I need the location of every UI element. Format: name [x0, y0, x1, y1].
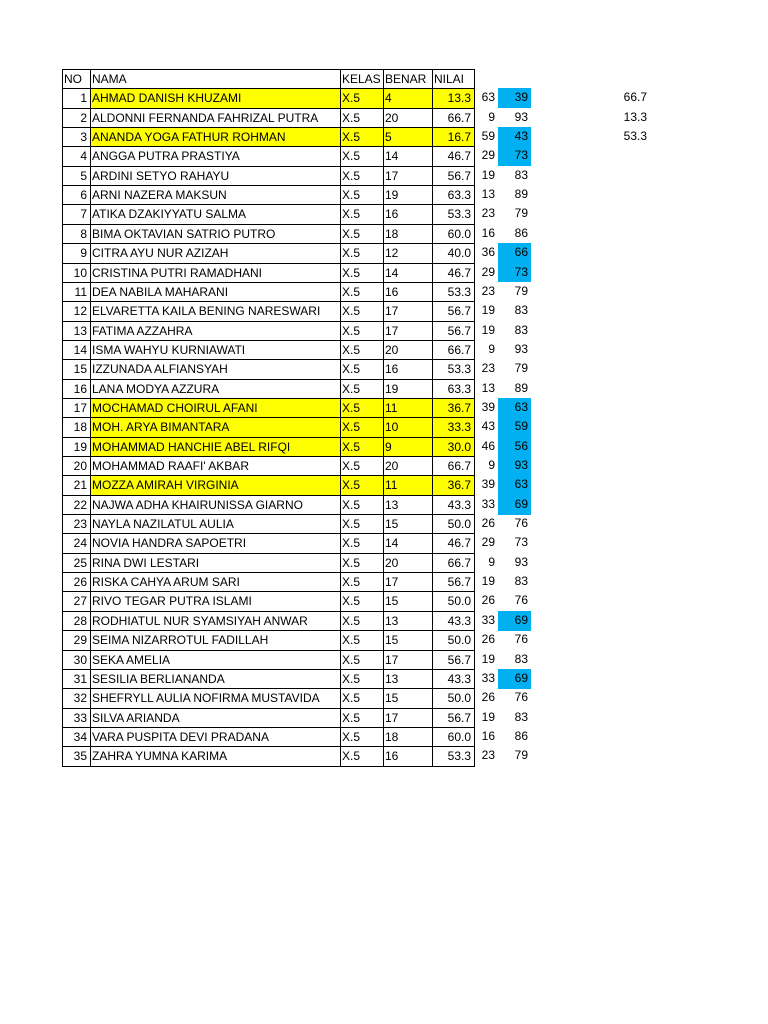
cell-kelas[interactable]: X.5	[340, 746, 383, 766]
cell-a[interactable]: 23	[481, 283, 495, 298]
cell-benar[interactable]: 15	[383, 688, 432, 708]
cell-benar[interactable]: 13	[383, 669, 432, 689]
cell-benar[interactable]: 17	[383, 166, 432, 186]
cell-no[interactable]: 10	[62, 263, 90, 283]
cell-kelas[interactable]: X.5	[340, 514, 383, 534]
cell-a[interactable]: 19	[481, 651, 495, 666]
cell-no[interactable]: 19	[62, 437, 90, 457]
cell-no[interactable]: 2	[62, 108, 90, 128]
cell-benar[interactable]: 20	[383, 108, 432, 128]
cell-a[interactable]: 26	[481, 516, 495, 531]
cell-a[interactable]: 43	[481, 419, 495, 434]
cell-a[interactable]: 19	[481, 709, 495, 724]
cell-b[interactable]: 59	[498, 417, 531, 437]
cell-a[interactable]: 33	[481, 670, 495, 685]
cell-kelas[interactable]: X.5	[340, 475, 383, 495]
cell-benar[interactable]: 17	[383, 572, 432, 592]
cell-b[interactable]: 83	[514, 574, 528, 589]
cell-nama[interactable]: RIVO TEGAR PUTRA ISLAMI	[90, 591, 340, 611]
cell-a[interactable]: 36	[481, 245, 495, 260]
cell-nilai[interactable]: 16.7	[432, 127, 474, 147]
cell-nama[interactable]: SILVA ARIANDA	[90, 708, 340, 728]
cell-a[interactable]: 9	[488, 554, 495, 569]
cell-a[interactable]: 39	[481, 477, 495, 492]
cell-benar[interactable]: 16	[383, 746, 432, 766]
cell-benar[interactable]: 14	[383, 146, 432, 166]
cell-benar[interactable]: 4	[383, 88, 432, 108]
cell-benar[interactable]: 20	[383, 340, 432, 360]
cell-nama[interactable]: MOCHAMAD CHOIRUL AFANI	[90, 398, 340, 418]
cell-nama[interactable]: CRISTINA PUTRI RAMADHANI	[90, 263, 340, 283]
cell-benar[interactable]: 19	[383, 185, 432, 205]
cell-nilai[interactable]: 50.0	[432, 630, 474, 650]
cell-kelas[interactable]: X.5	[340, 591, 383, 611]
cell-nilai[interactable]: 43.3	[432, 669, 474, 689]
cell-kelas[interactable]: X.5	[340, 572, 383, 592]
cell-nama[interactable]: IZZUNADA ALFIANSYAH	[90, 359, 340, 379]
cell-benar[interactable]: 11	[383, 398, 432, 418]
cell-no[interactable]: 30	[62, 650, 90, 670]
cell-kelas[interactable]: X.5	[340, 301, 383, 321]
cell-kelas[interactable]: X.5	[340, 398, 383, 418]
cell-kelas[interactable]: X.5	[340, 669, 383, 689]
cell-benar[interactable]: 9	[383, 437, 432, 457]
cell-nilai[interactable]: 50.0	[432, 688, 474, 708]
cell-no[interactable]: 31	[62, 669, 90, 689]
cell-nilai[interactable]: 53.3	[432, 282, 474, 302]
cell-nama[interactable]: RODHIATUL NUR SYAMSIYAH ANWAR	[90, 611, 340, 631]
header-benar[interactable]: BENAR	[383, 69, 432, 89]
cell-no[interactable]: 23	[62, 514, 90, 534]
cell-benar[interactable]: 16	[383, 204, 432, 224]
cell-b[interactable]: 86	[514, 728, 528, 743]
cell-benar[interactable]: 12	[383, 243, 432, 263]
cell-b[interactable]: 76	[514, 690, 528, 705]
cell-benar[interactable]: 18	[383, 727, 432, 747]
cell-b[interactable]: 63	[498, 475, 531, 495]
cell-kelas[interactable]: X.5	[340, 650, 383, 670]
cell-a[interactable]: 33	[481, 612, 495, 627]
cell-nama[interactable]: BIMA OKTAVIAN SATRIO PUTRO	[90, 224, 340, 244]
cell-nilai[interactable]: 60.0	[432, 727, 474, 747]
cell-nilai[interactable]: 53.3	[432, 359, 474, 379]
cell-kelas[interactable]: X.5	[340, 185, 383, 205]
cell-kelas[interactable]: X.5	[340, 340, 383, 360]
cell-b[interactable]: 83	[514, 322, 528, 337]
cell-no[interactable]: 17	[62, 398, 90, 418]
cell-a[interactable]: 26	[481, 690, 495, 705]
table-bottom-border	[62, 766, 475, 767]
cell-no[interactable]: 33	[62, 708, 90, 728]
cell-nilai[interactable]: 43.3	[432, 611, 474, 631]
cell-nilai[interactable]: 46.7	[432, 533, 474, 553]
cell-kelas[interactable]: X.5	[340, 379, 383, 399]
cell-kelas[interactable]: X.5	[340, 224, 383, 244]
cell-no[interactable]: 13	[62, 321, 90, 341]
cell-b[interactable]: 73	[514, 535, 528, 550]
cell-benar[interactable]: 13	[383, 495, 432, 515]
cell-no[interactable]: 35	[62, 746, 90, 766]
cell-kelas[interactable]: X.5	[340, 359, 383, 379]
cell-b[interactable]: 86	[514, 225, 528, 240]
cell-nilai[interactable]: 50.0	[432, 514, 474, 534]
cell-nama[interactable]: NAYLA NAZILATUL AULIA	[90, 514, 340, 534]
cell-nama[interactable]: MOHAMMAD HANCHIE ABEL RIFQI	[90, 437, 340, 457]
cell-b[interactable]: 83	[514, 651, 528, 666]
cell-nilai[interactable]: 66.7	[432, 553, 474, 573]
cell-a[interactable]: 9	[488, 109, 495, 124]
cell-no[interactable]: 21	[62, 475, 90, 495]
cell-no[interactable]: 32	[62, 688, 90, 708]
cell-a[interactable]: 19	[481, 167, 495, 182]
cell-b[interactable]: 69	[498, 669, 531, 689]
cell-b[interactable]: 83	[514, 167, 528, 182]
cell-kelas[interactable]: X.5	[340, 417, 383, 437]
cell-nilai[interactable]: 13.3	[432, 88, 474, 108]
cell-b[interactable]: 56	[498, 437, 531, 457]
cell-b[interactable]: 93	[498, 456, 531, 476]
cell-benar[interactable]: 17	[383, 650, 432, 670]
cell-nama[interactable]: ISMA WAHYU KURNIAWATI	[90, 340, 340, 360]
cell-kelas[interactable]: X.5	[340, 282, 383, 302]
cell-b[interactable]: 69	[498, 611, 531, 631]
cell-b[interactable]: 79	[514, 283, 528, 298]
header-no[interactable]: NO	[62, 69, 90, 89]
cell-kelas[interactable]: X.5	[340, 437, 383, 457]
cell-nama[interactable]: VARA PUSPITA DEVI PRADANA	[90, 727, 340, 747]
cell-benar[interactable]: 13	[383, 611, 432, 631]
cell-benar[interactable]: 14	[383, 533, 432, 553]
cell-nama[interactable]: ELVARETTA KAILA BENING NARESWARI	[90, 301, 340, 321]
cell-nama[interactable]: ANANDA YOGA FATHUR ROHMAN	[90, 127, 340, 147]
cell-a[interactable]: 9	[488, 458, 495, 472]
cell-b[interactable]: 79	[514, 748, 528, 763]
cell-nilai[interactable]: 63.3	[432, 185, 474, 205]
cell-benar[interactable]: 5	[383, 127, 432, 147]
cell-nama[interactable]: FATIMA AZZAHRA	[90, 321, 340, 341]
cell-nama[interactable]: ARDINI SETYO RAHAYU	[90, 166, 340, 186]
cell-kelas[interactable]: X.5	[340, 108, 383, 128]
table-right-border	[474, 69, 475, 766]
cell-no[interactable]: 1	[62, 88, 90, 108]
cell-no[interactable]: 7	[62, 204, 90, 224]
header-kelas[interactable]: KELAS	[340, 69, 383, 89]
cell-nilai[interactable]: 56.7	[432, 166, 474, 186]
cell-nilai[interactable]: 56.7	[432, 301, 474, 321]
cell-no[interactable]: 8	[62, 224, 90, 244]
cell-kelas[interactable]: X.5	[340, 204, 383, 224]
cell-a[interactable]: 16	[481, 728, 495, 743]
cell-nama[interactable]: ATIKA DZAKIYYATU SALMA	[90, 204, 340, 224]
cell-no[interactable]: 14	[62, 340, 90, 360]
cell-nilai[interactable]: 66.7	[432, 456, 474, 476]
cell-kelas[interactable]: X.5	[340, 456, 383, 476]
cell-no[interactable]: 6	[62, 185, 90, 205]
cell-a[interactable]: 13	[481, 187, 495, 202]
cell-b[interactable]: 93	[514, 554, 528, 569]
cell-a[interactable]: 19	[481, 303, 495, 318]
cell-no[interactable]: 15	[62, 359, 90, 379]
cell-nilai[interactable]: 56.7	[432, 321, 474, 341]
cell-a[interactable]: 9	[488, 341, 495, 356]
cell-no[interactable]: 27	[62, 591, 90, 611]
cell-no[interactable]: 24	[62, 533, 90, 553]
cell-b[interactable]: 83	[514, 303, 528, 318]
cell-no[interactable]: 12	[62, 301, 90, 321]
cell-nilai[interactable]: 36.7	[432, 398, 474, 418]
cell-nilai[interactable]: 46.7	[432, 146, 474, 166]
cell-kelas[interactable]: X.5	[340, 727, 383, 747]
cell-benar[interactable]: 16	[383, 282, 432, 302]
cell-nilai[interactable]: 40.0	[432, 243, 474, 263]
cell-b[interactable]: 63	[498, 398, 531, 418]
cell-a[interactable]: 16	[481, 225, 495, 240]
cell-b[interactable]: 93	[514, 109, 528, 124]
cell-kelas[interactable]: X.5	[340, 146, 383, 166]
cell-nama[interactable]: ARNI NAZERA MAKSUN	[90, 185, 340, 205]
cell-b[interactable]: 43	[498, 127, 531, 147]
header-nilai[interactable]: NILAI	[432, 69, 474, 89]
cell-nilai[interactable]: 33.3	[432, 417, 474, 437]
cell-nama[interactable]: DEA NABILA MAHARANI	[90, 282, 340, 302]
cell-benar[interactable]: 15	[383, 591, 432, 611]
cell-benar[interactable]: 15	[383, 630, 432, 650]
cell-no[interactable]: 18	[62, 417, 90, 437]
cell-no[interactable]: 22	[62, 495, 90, 515]
cell-b[interactable]: 66	[498, 243, 531, 263]
cell-b[interactable]: 79	[514, 361, 528, 376]
cell-nama[interactable]: SEIMA NIZARROTUL FADILLAH	[90, 630, 340, 650]
cell-no[interactable]: 16	[62, 379, 90, 399]
cell-no[interactable]: 5	[62, 166, 90, 186]
cell-b[interactable]: 73	[498, 263, 531, 283]
side-value[interactable]: 53.3	[623, 129, 647, 144]
cell-a[interactable]: 23	[481, 206, 495, 221]
cell-no[interactable]: 26	[62, 572, 90, 592]
cell-b[interactable]: 69	[498, 495, 531, 515]
cell-nilai[interactable]: 36.7	[432, 475, 474, 495]
cell-a[interactable]: 19	[481, 322, 495, 337]
cell-nama[interactable]: MOZZA AMIRAH VIRGINIA	[90, 475, 340, 495]
cell-b[interactable]: 89	[514, 187, 528, 202]
cell-nama[interactable]: CITRA AYU NUR AZIZAH	[90, 243, 340, 263]
cell-no[interactable]: 11	[62, 282, 90, 302]
cell-kelas[interactable]: X.5	[340, 688, 383, 708]
cell-nilai[interactable]: 53.3	[432, 746, 474, 766]
cell-kelas[interactable]: X.5	[340, 243, 383, 263]
cell-benar[interactable]: 16	[383, 359, 432, 379]
cell-a[interactable]: 23	[481, 361, 495, 376]
cell-b[interactable]: 76	[514, 632, 528, 647]
cell-no[interactable]: 20	[62, 456, 90, 476]
cell-no[interactable]: 4	[62, 146, 90, 166]
cell-b[interactable]: 89	[514, 380, 528, 395]
cell-no[interactable]: 28	[62, 611, 90, 631]
cell-nama[interactable]: SEKA AMELIA	[90, 650, 340, 670]
cell-nama[interactable]: NAJWA ADHA KHAIRUNISSA GIARNO	[90, 495, 340, 515]
cell-benar[interactable]: 17	[383, 708, 432, 728]
cell-nilai[interactable]: 50.0	[432, 591, 474, 611]
cell-b[interactable]: 39	[498, 88, 531, 108]
cell-benar[interactable]: 10	[383, 417, 432, 437]
cell-benar[interactable]: 18	[383, 224, 432, 244]
cell-kelas[interactable]: X.5	[340, 321, 383, 341]
cell-nilai[interactable]: 66.7	[432, 340, 474, 360]
cell-benar[interactable]: 17	[383, 321, 432, 341]
cell-benar[interactable]: 11	[383, 475, 432, 495]
cell-nilai[interactable]: 53.3	[432, 204, 474, 224]
cell-no[interactable]: 3	[62, 127, 90, 147]
cell-a[interactable]: 19	[481, 574, 495, 589]
cell-a[interactable]: 29	[481, 535, 495, 550]
side-value[interactable]: 66.7	[623, 90, 647, 105]
cell-kelas[interactable]: X.5	[340, 166, 383, 186]
cell-nama[interactable]: MOHAMMAD RAAFI' AKBAR	[90, 456, 340, 476]
cell-kelas[interactable]: X.5	[340, 708, 383, 728]
cell-kelas[interactable]: X.5	[340, 495, 383, 515]
cell-kelas[interactable]: X.5	[340, 127, 383, 147]
cell-b[interactable]: 73	[498, 146, 531, 166]
cell-b[interactable]: 83	[514, 709, 528, 724]
cell-nama[interactable]: SESILIA BERLIANANDA	[90, 669, 340, 689]
cell-kelas[interactable]: X.5	[340, 533, 383, 553]
cell-b[interactable]: 76	[514, 516, 528, 531]
cell-nama[interactable]: RISKA CAHYA ARUM SARI	[90, 572, 340, 592]
cell-kelas[interactable]: X.5	[340, 630, 383, 650]
cell-no[interactable]: 29	[62, 630, 90, 650]
cell-b[interactable]: 79	[514, 206, 528, 221]
cell-nama[interactable]: SHEFRYLL AULIA NOFIRMA MUSTAVIDA	[90, 688, 340, 708]
cell-nama[interactable]: ZAHRA YUMNA KARIMA	[90, 746, 340, 766]
cell-nilai[interactable]: 30.0	[432, 437, 474, 457]
cell-benar[interactable]: 15	[383, 514, 432, 534]
cell-nilai[interactable]: 56.7	[432, 650, 474, 670]
cell-nama[interactable]: ANGGA PUTRA PRASTIYA	[90, 146, 340, 166]
cell-kelas[interactable]: X.5	[340, 611, 383, 631]
cell-a[interactable]: 63	[481, 90, 495, 105]
cell-benar[interactable]: 20	[383, 456, 432, 476]
cell-benar[interactable]: 19	[383, 379, 432, 399]
cell-a[interactable]: 33	[481, 496, 495, 511]
cell-nama[interactable]: RINA DWI LESTARI	[90, 553, 340, 573]
cell-nilai[interactable]: 66.7	[432, 108, 474, 128]
side-value[interactable]: 13.3	[623, 109, 647, 124]
header-nama[interactable]: NAMA	[90, 69, 340, 89]
cell-a[interactable]: 23	[481, 748, 495, 763]
cell-nama[interactable]: MOH. ARYA BIMANTARA	[90, 417, 340, 437]
cell-a[interactable]: 26	[481, 593, 495, 608]
cell-a[interactable]: 29	[481, 264, 495, 279]
cell-kelas[interactable]: X.5	[340, 553, 383, 573]
cell-nilai[interactable]: 63.3	[432, 379, 474, 399]
cell-nama[interactable]: ALDONNI FERNANDA FAHRIZAL PUTRA	[90, 108, 340, 128]
cell-nilai[interactable]: 43.3	[432, 495, 474, 515]
cell-no[interactable]: 9	[62, 243, 90, 263]
cell-b[interactable]: 93	[514, 341, 528, 356]
cell-a[interactable]: 13	[481, 380, 495, 395]
cell-no[interactable]: 34	[62, 727, 90, 747]
cell-kelas[interactable]: X.5	[340, 263, 383, 283]
cell-a[interactable]: 26	[481, 632, 495, 647]
cell-a[interactable]: 29	[481, 148, 495, 163]
cell-b[interactable]: 76	[514, 593, 528, 608]
cell-nama[interactable]: AHMAD DANISH KHUZAMI	[90, 88, 340, 108]
cell-nilai[interactable]: 46.7	[432, 263, 474, 283]
cell-benar[interactable]: 20	[383, 553, 432, 573]
cell-nama[interactable]: LANA MODYA AZZURA	[90, 379, 340, 399]
cell-nilai[interactable]: 60.0	[432, 224, 474, 244]
cell-nama[interactable]: NOVIA HANDRA SAPOETRI	[90, 533, 340, 553]
cell-benar[interactable]: 17	[383, 301, 432, 321]
cell-a[interactable]: 59	[481, 129, 495, 144]
cell-nilai[interactable]: 56.7	[432, 572, 474, 592]
cell-nilai[interactable]: 56.7	[432, 708, 474, 728]
cell-kelas[interactable]: X.5	[340, 88, 383, 108]
cell-benar[interactable]: 14	[383, 263, 432, 283]
cell-a[interactable]: 39	[481, 399, 495, 414]
cell-no[interactable]: 25	[62, 553, 90, 573]
cell-a[interactable]: 46	[481, 438, 495, 453]
